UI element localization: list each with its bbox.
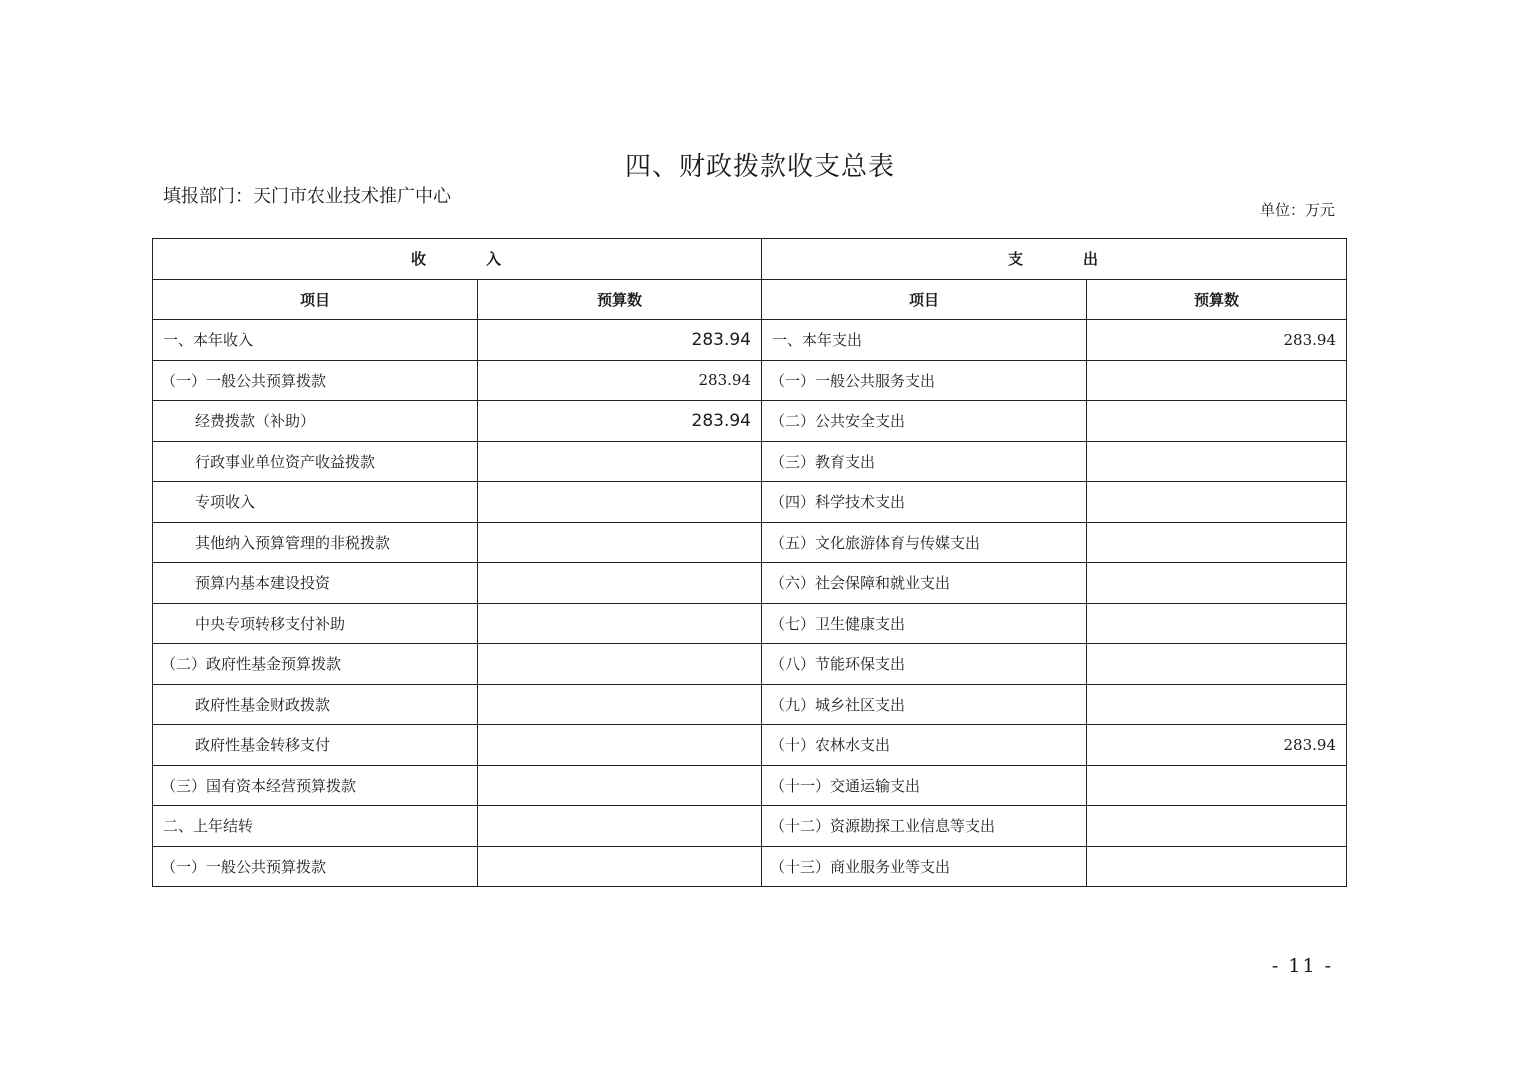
expense-item: （十二）资源勘探工业信息等支出 [762,806,1087,847]
expense-item: 一、本年支出 [762,320,1087,361]
expense-amount [1087,360,1347,401]
expense-item: （六）社会保障和就业支出 [762,563,1087,604]
income-amount [478,522,762,563]
income-amount: 283.94 [478,401,762,442]
expense-amount [1087,482,1347,523]
income-item: 二、上年结转 [153,806,478,847]
income-item: （一）一般公共预算拨款 [153,846,478,887]
table-row [153,765,1347,806]
income-amount [478,603,762,644]
income-amount [478,482,762,523]
income-amount [478,644,762,685]
income-amount [478,684,762,725]
income-amount [478,441,762,482]
income-amount [478,806,762,847]
expense-item: （七）卫生健康支出 [762,603,1087,644]
income-item: （三）国有资本经营预算拨款 [153,765,478,806]
income-amount: 283.94 [478,360,762,401]
table-row [153,684,1347,725]
reporting-department: 填报部门：天门市农业技术推广中心 [163,186,451,207]
expense-amount [1087,603,1347,644]
income-item: 经费拨款（补助） [153,401,478,442]
income-item: 中央专项转移支付补助 [153,603,478,644]
expense-item: （一）一般公共服务支出 [762,360,1087,401]
expense-amount [1087,563,1347,604]
income-item: 政府性基金财政拨款 [153,684,478,725]
expense-amount [1087,846,1347,887]
income-item: （一）一般公共预算拨款 [153,360,478,401]
expense-item: （二）公共安全支出 [762,401,1087,442]
table-row [153,725,1347,766]
income-item: 一、本年收入 [153,320,478,361]
expense-amount [1087,806,1347,847]
expense-item: （五）文化旅游体育与传媒支出 [762,522,1087,563]
column-header-row [153,279,1347,320]
expense-amount [1087,644,1347,685]
table-row [153,806,1347,847]
expense-amount [1087,522,1347,563]
page-title: 四、财政拨款收支总表 [624,152,895,182]
expense-item-header: 项目 [762,279,1087,320]
table-row [153,603,1347,644]
income-section-header [153,239,762,280]
budget-table [152,238,1347,887]
expense-head-char-1: 支 [1007,250,1025,269]
table-body [153,320,1347,887]
table-row [153,482,1347,523]
table-row [153,360,1347,401]
expense-amount: 283.94 [1087,320,1347,361]
income-amount [478,846,762,887]
income-head-char-2: 入 [486,250,504,269]
expense-item: （八）节能环保支出 [762,644,1087,685]
income-item: 行政事业单位资产收益拨款 [153,441,478,482]
page-number: - 11 - [1271,955,1333,977]
expense-amount [1087,684,1347,725]
table-row [153,320,1347,361]
income-amount-header: 预算数 [478,279,762,320]
income-amount [478,725,762,766]
unit-label: 单位：万元 [1259,201,1335,219]
expense-item: （十三）商业服务业等支出 [762,846,1087,887]
expense-amount [1087,765,1347,806]
expense-section-header [762,239,1347,280]
income-amount: 283.94 [478,320,762,361]
table-row [153,563,1347,604]
income-head-char-1: 收 [410,250,428,269]
expense-item: （四）科学技术支出 [762,482,1087,523]
table-row [153,644,1347,685]
income-item: 预算内基本建设投资 [153,563,478,604]
income-amount [478,765,762,806]
expense-item: （九）城乡社区支出 [762,684,1087,725]
table-row [153,441,1347,482]
expense-item: （三）教育支出 [762,441,1087,482]
expense-amount: 283.94 [1087,725,1347,766]
expense-amount [1087,441,1347,482]
section-header-row [153,239,1347,280]
expense-amount-header: 预算数 [1087,279,1347,320]
expense-item: （十一）交通运输支出 [762,765,1087,806]
table-row [153,401,1347,442]
income-item-header: 项目 [153,279,478,320]
income-amount [478,563,762,604]
expense-item: （十）农林水支出 [762,725,1087,766]
table-row [153,846,1347,887]
income-item: 政府性基金转移支付 [153,725,478,766]
table-row [153,522,1347,563]
expense-amount [1087,401,1347,442]
income-item: （二）政府性基金预算拨款 [153,644,478,685]
expense-head-char-2: 出 [1083,250,1101,269]
income-item: 专项收入 [153,482,478,523]
income-item: 其他纳入预算管理的非税拨款 [153,522,478,563]
